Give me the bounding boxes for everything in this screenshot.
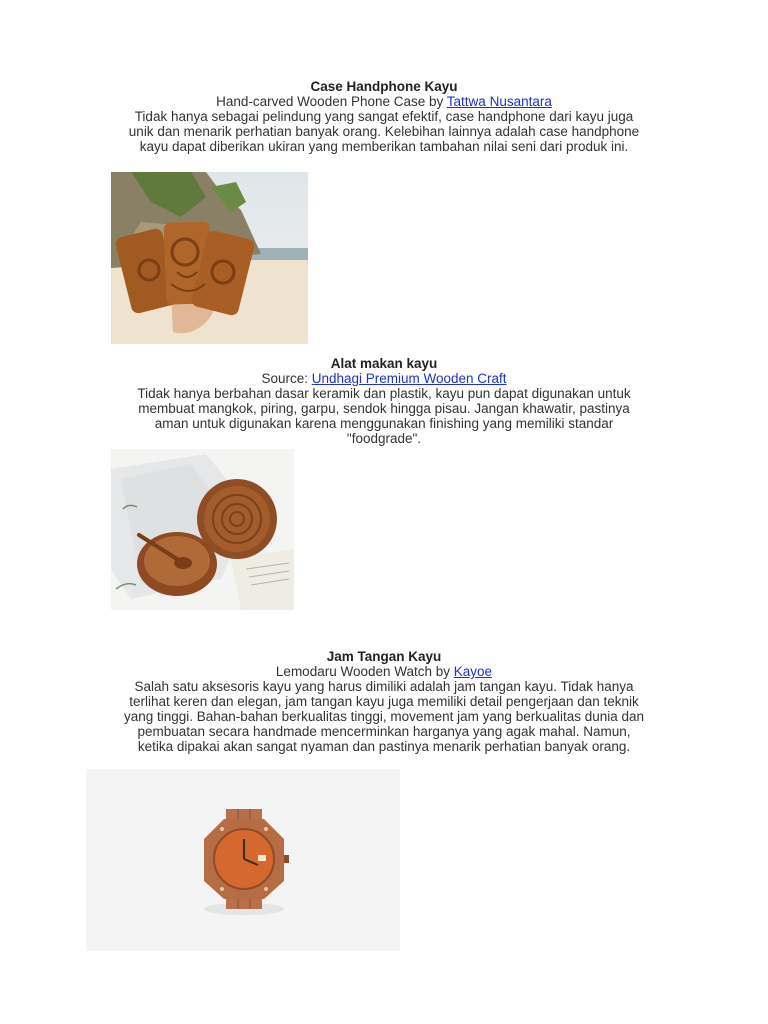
credit-line: [0, 371, 768, 386]
paragraph-line: Tidak hanya berbahan dasar keramik dan plastik, kayu pun dapat digunakan untuk: [137, 386, 631, 401]
section-title: Case Handphone Kayu: [310, 79, 458, 94]
credit-prefix: Source:: [261, 371, 312, 386]
paragraph-line: terlihat keren dan elegan, jam tangan kayu juga memiliki detail pengerjaan dan teknik: [129, 694, 639, 709]
credit-line: [0, 94, 768, 109]
paragraph: [0, 109, 768, 154]
paragraph: [0, 679, 768, 754]
paragraph-line: membuat mangkok, piring, garpu, sendok hingga pisau. Jangan khawatir, pastinya: [138, 401, 630, 416]
section-watch: [0, 649, 768, 754]
paragraph-line: "foodgrade".: [346, 431, 422, 446]
credit-prefix: Hand-carved Wooden Phone Case by: [216, 94, 447, 109]
wooden-bowls-photo: [111, 449, 294, 610]
credit-link[interactable]: Undhagi Premium Wooden Craft: [311, 371, 507, 386]
section-phone-case: [0, 79, 768, 154]
paragraph-line: ketika dipakai akan sangat nyaman dan pastinya menarik perhatian banyak orang.: [137, 739, 631, 754]
credit-line: [0, 664, 768, 679]
paragraph-line: yang tinggi. Bahan-bahan berkualitas tinggi, movement jam yang berkualitas dunia dan: [123, 709, 645, 724]
section-title: Jam Tangan Kayu: [326, 649, 442, 664]
paragraph: [0, 386, 768, 446]
paragraph-line: aman untuk digunakan karena menggunakan finishing yang memiliki standar: [154, 416, 614, 431]
wooden-watch-photo: [86, 769, 400, 951]
phone-case-photo: [111, 172, 308, 344]
section-tableware: [0, 356, 768, 446]
section-title: Alat makan kayu: [330, 356, 438, 371]
paragraph-line: unik dan menarik perhatian banyak orang. Kelebihan lainnya adalah case handphone: [128, 124, 640, 139]
paragraph-line: kayu dapat diberikan ukiran yang memberikan tambahan nilai seni dari produk ini.: [139, 139, 629, 154]
paragraph-line: Salah satu aksesoris kayu yang harus dimiliki adalah jam tangan kayu. Tidak hanya: [134, 679, 634, 694]
paragraph-line: pembuatan secara handmade mencerminkan harganya yang agak mahal. Namun,: [137, 724, 631, 739]
credit-prefix: Lemodaru Wooden Watch by: [275, 664, 454, 679]
credit-link[interactable]: Kayoe: [453, 664, 493, 679]
credit-link[interactable]: Tattwa Nusantara: [446, 94, 552, 109]
paragraph-line: Tidak hanya sebagai pelindung yang sangat efektif, case handphone dari kayu juga: [134, 109, 634, 124]
